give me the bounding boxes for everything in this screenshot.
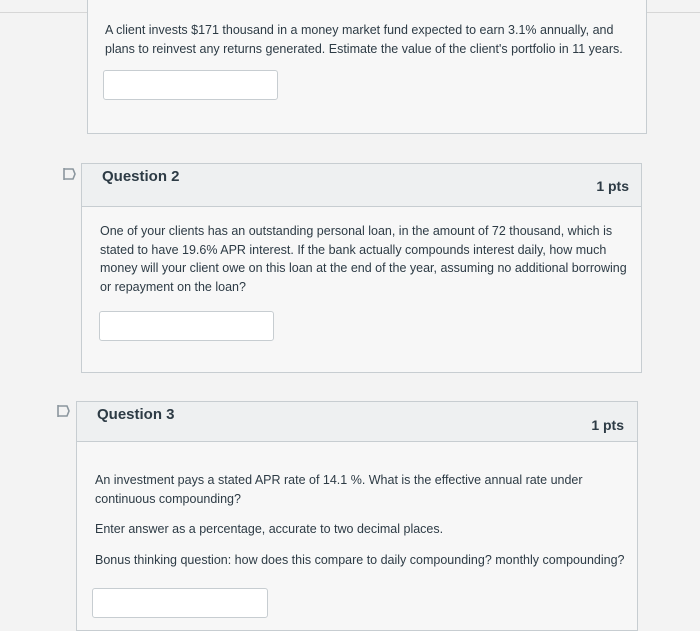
question-3-text [95,471,625,581]
flag-icon[interactable] [62,167,76,181]
question-1-answer-input[interactable] [103,70,278,100]
question-3-header [77,402,637,442]
question-3-points: 1 pts [591,417,624,433]
question-2-points: 1 pts [596,178,629,194]
question-2-header [82,164,641,207]
question-1-text: A client invests $171 thousand in a money market fund expected to earn 3.1% annually, and plans to reinvest any returns generated. Estimate the value of the client's portfolio in 11 years. [105,23,623,56]
question-2-title: Question 2 [102,168,180,185]
question-3-paragraph-3: Bonus thinking question: how does this compare to daily compounding? monthly compounding? [95,552,625,567]
question-3-title: Question 3 [97,406,175,423]
question-1-card [87,0,647,134]
question-3-card [76,401,638,631]
question-2-answer-input[interactable] [99,311,274,341]
question-2-card [81,163,642,373]
question-2-text: One of your clients has an outstanding personal loan, in the amount of 72 thousand, which is stated to have 19.6% APR interest. If the bank actually compounds interest daily, how much money will your client owe on this loan at the end of the year, assuming no additional borrowing or repayment on the loan? [100,224,627,294]
question-3-paragraph-1: An investment pays a stated APR rate of 14.1 %. What is the effective annual rate under continuous compounding? [95,473,583,506]
question-3-answer-input[interactable] [92,588,268,618]
question-3-paragraph-2: Enter answer as a percentage, accurate to two decimal places. [95,522,444,536]
flag-icon[interactable] [56,404,70,418]
